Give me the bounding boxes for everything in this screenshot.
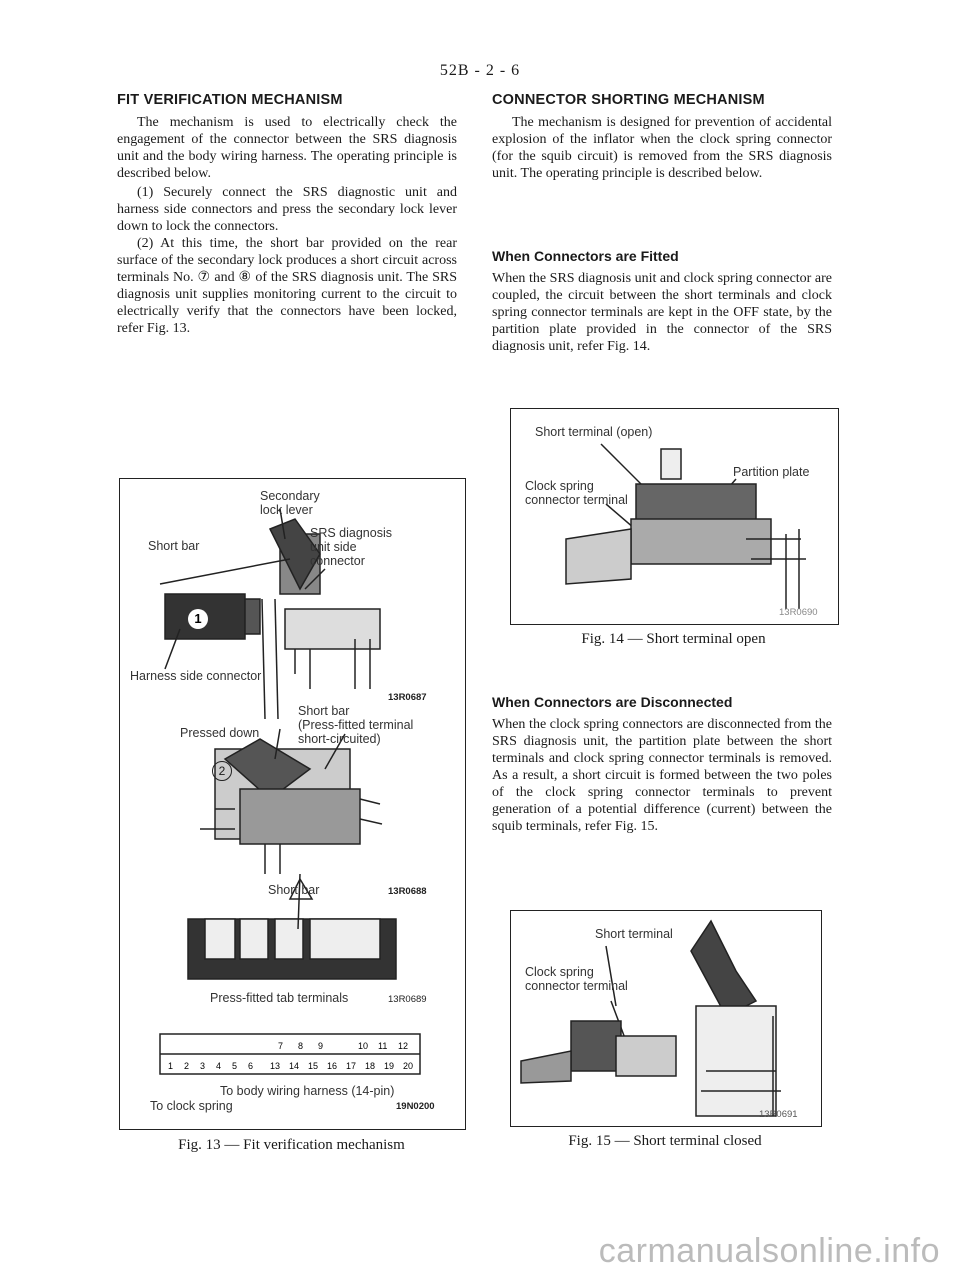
connectors-fitted-section — [492, 248, 832, 355]
figure-15-caption: Fig. 15 — Short terminal closed — [568, 1133, 762, 1149]
figure-code: 13R0687 — [388, 692, 427, 703]
figure-code: 13R0688 — [388, 886, 427, 897]
footer-watermark: carmanualsonline.info — [598, 1232, 940, 1270]
subsection-heading: When Connectors are Disconnected — [492, 694, 733, 710]
paragraph: The mechanism is designed for prevention of accidental explosion of the inflator when the clock spring connector (for the squib circuit) is removed from the SRS diagnosis unit. The operating principle is described below. — [492, 115, 832, 181]
label-short-terminal: Short terminal — [595, 927, 673, 941]
pin-number: 17 — [346, 1061, 357, 1071]
figure-15 — [510, 910, 822, 1127]
figure-code: 13R0690 — [779, 607, 818, 618]
fig13-drawing — [120, 479, 465, 1129]
pin-number: 18 — [365, 1061, 376, 1071]
label-to-clock-spring: To clock spring — [150, 1099, 233, 1113]
pin-number: 3 — [200, 1061, 206, 1071]
label-short-bar-press-fitted: Short bar (Press-fitted terminal short-circuited) — [298, 704, 414, 746]
paragraph: When the SRS diagnosis unit and clock spring connector are coupled, the circuit between the short terminals and clock spring connector terminals are kept in the OFF state, by the partition plate provided in the connector of the SRS diagnosis unit, refer Fig. 14. — [492, 271, 832, 354]
pin-number: 2 — [184, 1061, 190, 1071]
paragraph: The mechanism is used to electrically check the engagement of the connector between the SRS diagnosis unit and the body wiring harness. The operating principle is described below. — [117, 115, 457, 181]
pin-number: 1 — [168, 1061, 174, 1071]
pin-number: 14 — [289, 1061, 300, 1071]
paragraph: When the clock spring connectors are disconnected from the SRS diagnosis unit, the partition plate between the short terminals and clock spring connector terminals is removed. As a result, a short circuit is formed between the two poles of the clock spring connector terminals to prevent generation of a potential difference (current) between the squib terminals, refer Fig. 15. — [492, 717, 832, 834]
pin-number: 5 — [232, 1061, 238, 1071]
figure-code: 13R0689 — [388, 994, 427, 1005]
label-harness-side-connector: Harness side connector — [130, 669, 262, 683]
label-clock-spring-connector-terminal: Clock spring connector terminal — [525, 479, 628, 507]
pin-number: 20 — [403, 1061, 414, 1071]
figure-13-caption: Fig. 13 — Fit verification mechanism — [178, 1137, 405, 1153]
page-number: 52B - 2 - 6 — [439, 62, 521, 79]
step-2-marker: 2 — [212, 761, 232, 781]
label-short-bar: Short bar — [268, 883, 320, 897]
label-short-terminal-open: Short terminal (open) — [535, 425, 653, 439]
label-clock-spring-connector-terminal: Clock spring connector terminal — [525, 965, 628, 993]
pin-number: 19 — [384, 1061, 395, 1071]
label-press-fitted-tab-terminals: Press-fitted tab terminals — [210, 991, 349, 1005]
pin-number: 9 — [318, 1041, 324, 1051]
fig15-drawing — [511, 911, 821, 1126]
figure-14-caption: Fig. 14 — Short terminal open — [581, 631, 766, 647]
connector-shorting-section — [492, 92, 832, 182]
pin-number: 13 — [270, 1061, 281, 1071]
section-heading: FIT VERIFICATION MECHANISM — [117, 92, 343, 108]
pin-number: 12 — [398, 1041, 409, 1051]
figure-code: 13R0691 — [759, 1109, 798, 1120]
pin-number: 11 — [378, 1041, 388, 1051]
pin-number: 10 — [358, 1041, 369, 1051]
label-partition-plate: Partition plate — [733, 465, 810, 479]
label-short-bar: Short bar — [148, 539, 200, 553]
label-to-body-wiring-harness: To body wiring harness (14-pin) — [220, 1084, 395, 1098]
section-heading: CONNECTOR SHORTING MECHANISM — [492, 92, 765, 108]
paragraph: (2) At this time, the short bar provided on the rear surface of the secondary lock produces a short circuit across terminals No. ⑦ and ⑧ of the SRS diagnosis unit. The SRS diagnosis unit supplies monitoring current to the circuit to electrically verify that the connectors have been locked, refer Fig. 13. — [117, 236, 457, 336]
pin-number: 15 — [308, 1061, 319, 1071]
label-srs-side-connector: SRS diagnosis unit side connector — [310, 526, 392, 568]
pin-number: 4 — [216, 1061, 222, 1071]
paragraph: (1) Securely connect the SRS diagnostic unit and harness side connectors and press the secondary lock lever down to lock the connectors. — [117, 185, 457, 234]
connectors-disconnected-section — [492, 694, 832, 835]
figure-14 — [510, 408, 839, 625]
label-pressed-down: Pressed down — [180, 726, 260, 740]
pin-number: 6 — [248, 1061, 254, 1071]
step-1-marker: 1 — [188, 609, 208, 629]
fit-verification-section — [117, 92, 457, 337]
figure-code: 19N0200 — [396, 1101, 435, 1112]
pin-number: 16 — [327, 1061, 338, 1071]
figure-13 — [119, 478, 466, 1130]
pin-number: 7 — [278, 1041, 284, 1051]
subsection-heading: When Connectors are Fitted — [492, 248, 679, 264]
pin-number: 8 — [298, 1041, 304, 1051]
fig14-drawing — [511, 409, 838, 624]
label-secondary-lock-lever: Secondary lock lever — [260, 489, 320, 517]
